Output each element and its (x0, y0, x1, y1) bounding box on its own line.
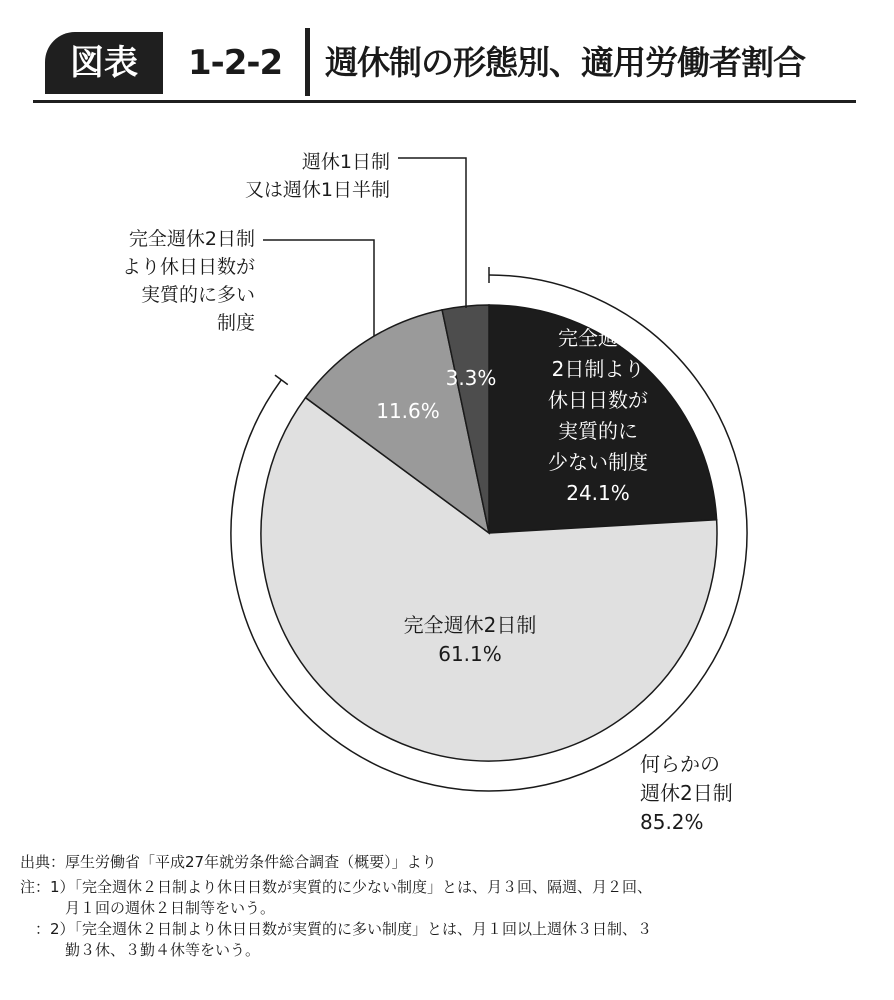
leader-line-weekly-one-day (398, 158, 466, 308)
bracket-tick-end (275, 375, 288, 384)
pie-slice-1-label-line: 完全週休 (558, 326, 638, 350)
callout-more-days-line-4: 制度 (216, 312, 255, 334)
pie-slice-2-label-line: 完全週休2日制 (403, 613, 537, 637)
note-2-line-2: 勤３休、３勤４休等をいう。 (20, 941, 261, 959)
note-1-line-1: 注：1）「完全週休２日制より休日日数が実質的に少ない制度」とは、月３回、隔週、月２回、 (20, 878, 653, 896)
pie-slice-1-label-line: 休日日数が (548, 388, 648, 412)
pie-slice-2-value: 61.1% (438, 642, 502, 666)
callout-weekly-one-day (190, 148, 390, 204)
callout-more-days-line-2: より休日日数が (121, 256, 255, 278)
callout-weekly-one-day-line-2: 又は週休1日半制 (244, 179, 390, 201)
callout-more-days-line-1: 完全週休2日制 (128, 228, 255, 250)
pie-slice-1-label-line: 少ない制度 (548, 450, 648, 474)
figure-number: 1-2-2 (188, 43, 283, 83)
pie-slice-4-value: 3.3% (445, 366, 497, 390)
figure-badge-label: 図表 (70, 43, 138, 83)
pie-slice-3-value: 11.6% (376, 399, 440, 423)
figure-title: 週休制の形態別、適用労働者割合 (325, 43, 805, 82)
pie-slice-1-label-line: 2日制より (551, 357, 645, 381)
pie-slice-1-label-line: 実質的に (558, 419, 638, 443)
note-2-line-1: ：2）「完全週休２日制より休日日数が実質的に多い制度」とは、月１回以上週休３日制、３ (20, 920, 653, 938)
pie-slice-3-label (376, 399, 440, 423)
note-1-line-2: 月１回の週休２日制等をいう。 (20, 899, 276, 917)
source-note: 出典：厚生労働省「平成27年就労条件総合調査（概要）」より (20, 853, 437, 871)
pie-slice-4-label (446, 366, 497, 390)
bracket-label-line-2: 週休2日制 (640, 781, 733, 805)
leader-line-more-days (263, 240, 374, 336)
bracket-label-value: 85.2% (640, 810, 704, 834)
figure-notes (20, 852, 880, 961)
pie-slice-1-value: 24.1% (566, 481, 630, 505)
bracket-label-line-1: 何らかの (640, 752, 720, 776)
callout-weekly-one-day-line-1: 週休1日制 (301, 151, 390, 173)
bracket-label (640, 750, 840, 837)
callout-more-days (60, 225, 255, 337)
callout-more-days-line-3: 実質的に多い (140, 284, 255, 306)
